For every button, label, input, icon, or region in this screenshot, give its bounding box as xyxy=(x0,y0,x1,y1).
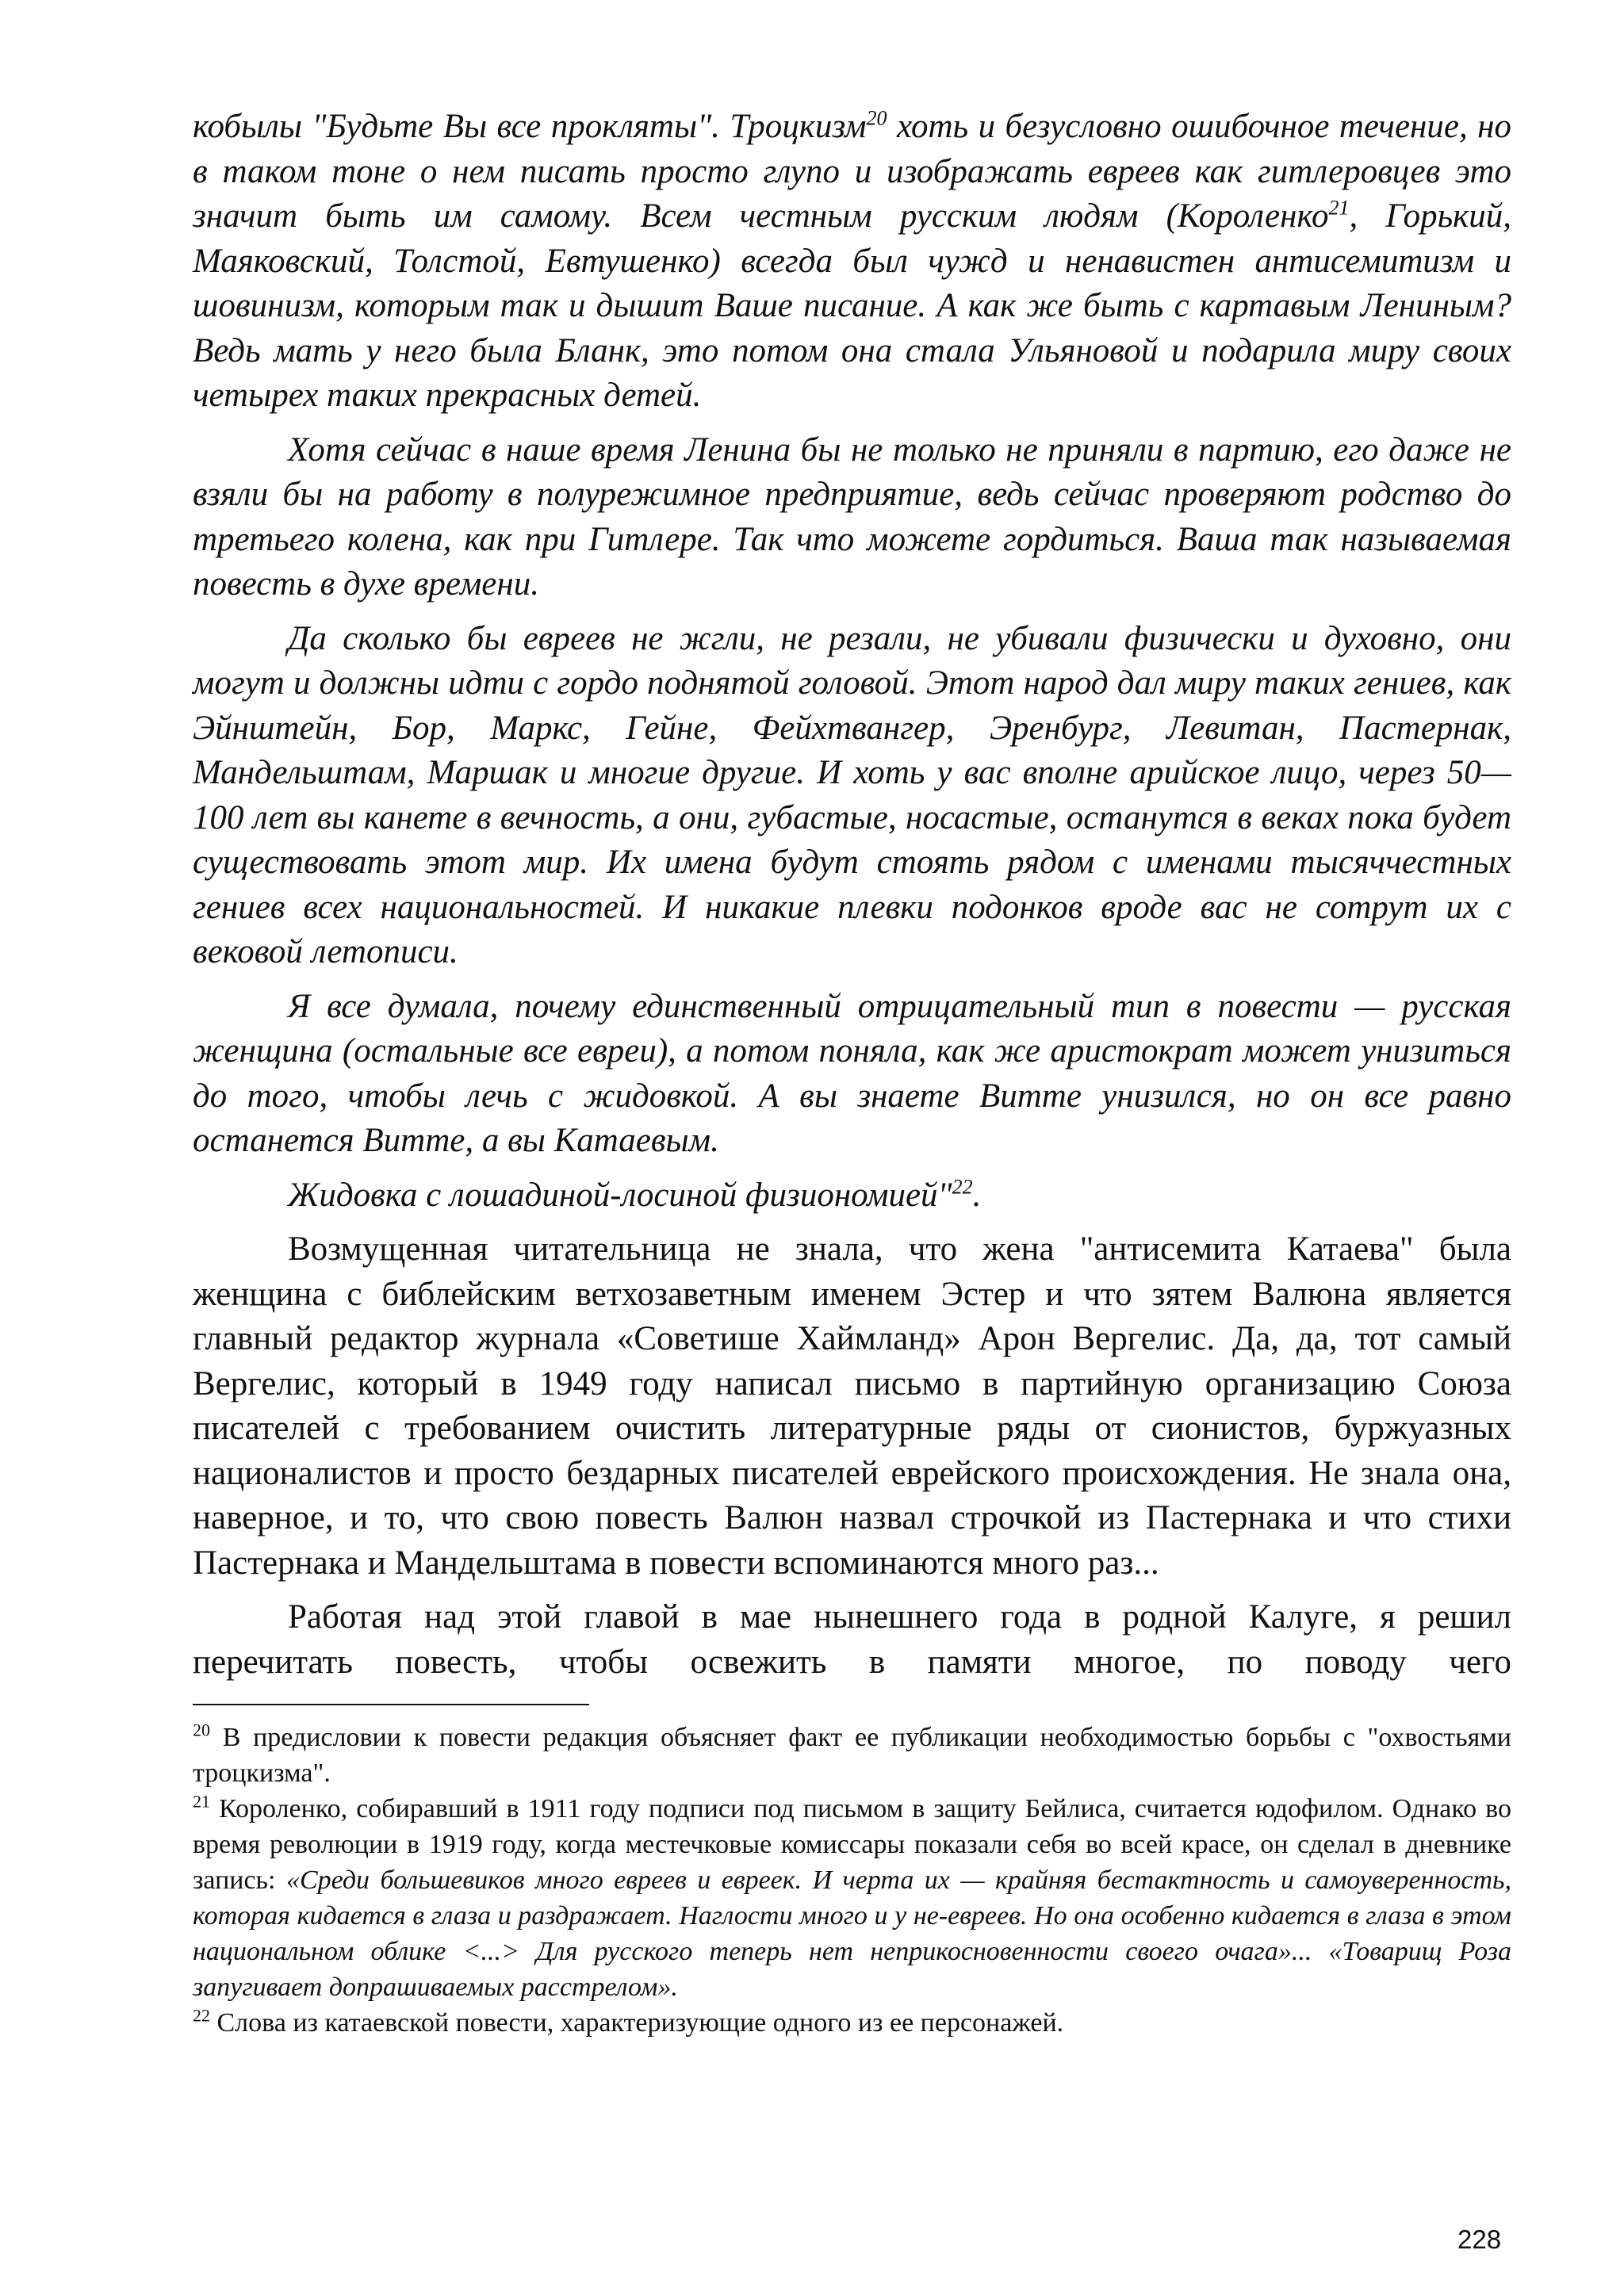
footnote-number: 20 xyxy=(193,1720,210,1740)
paragraph-letter-geniuses: Да сколько бы евреев не жгли, не резали, не убивали физически и духовно, они могут и должны идти с гордо поднятой головой. Этот народ дал миру таких гениев, как Эйнштейн, Бор, Маркс, Гейне, Фейхтвангер, Эренбург, Левитан, Пастернак, Мандельштам, Маршак и многие другие. И хоть у вас вполне арийское лицо, через 50—100 лет вы канете в вечность, а они, губастые, носастые, останутся в веках пока будет существовать этот мир. Их имена будут стоять рядом с именами тысяччестных гениев всех национальностей. И никакие плевки подонков вроде вас не сотрут их с вековой летописи. xyxy=(193,619,1511,970)
footnote-22 xyxy=(193,2005,1511,2041)
text-run: Жидовка с лошадиной-лосиной физиономией" xyxy=(288,1176,952,1214)
footnote-21 xyxy=(193,1791,1511,2005)
footnote-text: Короленко, собиравший в 1911 году подписи под письмом в защиту Бейлиса, считается юдофилом. Однако во время революции в 1919 году, когда местечковые комиссары показали себя во всей красе, он сделал в дневнике запись: xyxy=(193,1794,1511,1895)
paragraph-letter-signature xyxy=(193,1173,1511,1219)
footnote-20 xyxy=(193,1720,1511,1791)
paragraph-letter-lenin: Хотя сейчас в наше время Ленина бы не только не приняли в партию, его даже не взяли бы на работу в полурежимное предприятие, ведь сейчас проверяют родство до третьего колена, как при Гитлере. Так что можете гордиться. Ваша так называемая повесть в духе времени. xyxy=(193,430,1511,603)
footnote-divider xyxy=(193,1704,589,1705)
text-run: . xyxy=(972,1176,982,1214)
paragraph-author-kaluga: Работая над этой главой в мае нынешнего года в родной Калуге, я решил перечитать повесть, чтобы освежить в памяти многое, по поводу чего xyxy=(193,1598,1511,1681)
paragraph-author-commentary: Возмущенная читательница не знала, что жена "антисемита Катаева" была женщина с библейским ветхозаветным именем Эстер и что зятем Валюна является главный редактор журнала «Советише Хаймланд» Арон Вергелис. Да, да, тот самый Вергелис, который в 1949 году написал письмо в партийную организацию Союза писателей с требованием очистить литературные ряды от сионистов, буржуазных националистов и просто бездарных писателей еврейского происхождения. Не знала она, наверное, и то, что свою повесть Валюн назвал строчкой из Пастернака и что стихи Пастернака и Мандельштама в повести вспоминаются много раз... xyxy=(193,1230,1511,1582)
page-number: 228 xyxy=(1457,2225,1502,2254)
footnote-number: 22 xyxy=(193,2005,210,2026)
text-run: хоть и безусловно ошибочное течение, но в таком тоне о нем писать просто глупо и изображать евреев как гитлеровцев это значит быть им самому. Всем честным русским людям (Короленко xyxy=(193,108,1511,235)
page-body xyxy=(193,105,1511,2041)
footnote-text: В предисловии к повести редакция объясняет факт ее публикации необходимостью борьбы с "охвостьями троцкизма". xyxy=(193,1723,1511,1788)
footnote-ref-22[interactable]: 22 xyxy=(952,1175,973,1199)
text-run: , Горький, Маяковский, Толстой, Евтушенко) всегда был чужд и ненавистен антисемитизм и шовинизм, которым так и дышит Ваше писание. А как же быть с картавым Лениным? Ведь мать у него была Бланк, это потом она стала Ульяновой и подарила миру своих четырех таких прекрасных детей. xyxy=(193,197,1511,414)
paragraph-letter-continuation xyxy=(193,105,1511,419)
footnote-ref-21[interactable]: 21 xyxy=(1328,196,1350,220)
text-run: кобылы "Будьте Вы все прокляты". Троцкизм xyxy=(193,108,867,145)
footnote-ref-20[interactable]: 20 xyxy=(866,106,887,130)
footnote-quote: «Среди большевиков много евреев и евреек. И черта их — крайняя бестактность и самоуверенность, которая кидается в глаза и раздражает. Наглости много и у не-евреев. Но она особенно кидается в глаза в этом национальном облике <...> Для русского теперь нет неприкосновенности своего очага»... «Товарищ Роза запугивает допрашиваемых расстрелом». xyxy=(193,1866,1511,2002)
footnote-number: 21 xyxy=(193,1791,210,1812)
paragraph-letter-witte: Я все думала, почему единственный отрицательный тип в повести — русская женщина (остальные все евреи), а потом поняла, как же аристократ может унизиться до того, чтобы лечь с жидовкой. А вы знаете Витте унизился, но он все равно останется Витте, а вы Катаевым. xyxy=(193,987,1511,1159)
footnote-text: Слова из катаевской повести, характеризующие одного из ее персонажей. xyxy=(210,2008,1064,2038)
